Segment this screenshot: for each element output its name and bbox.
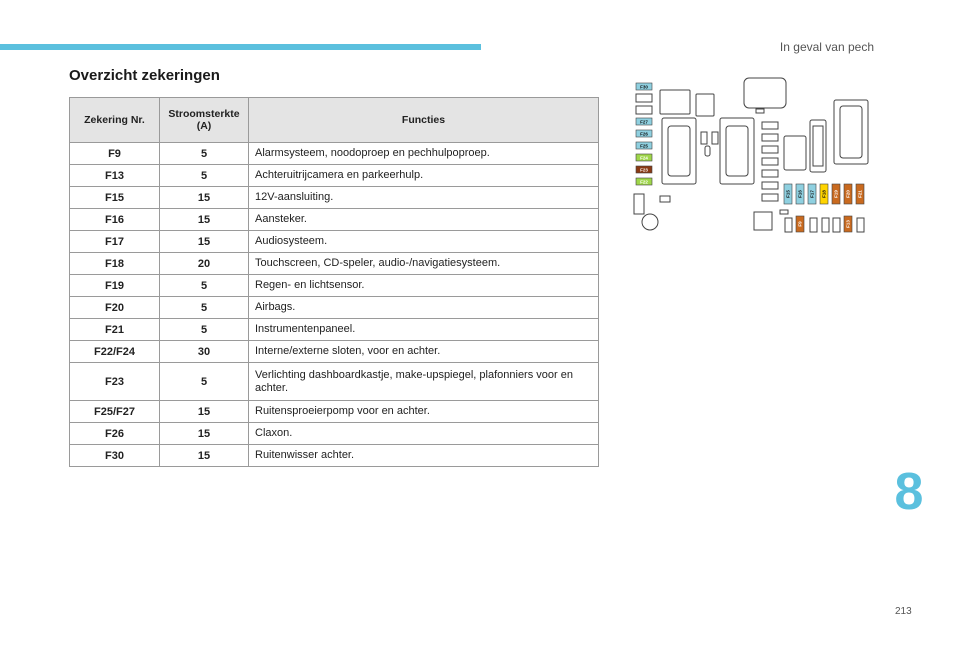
cell-amperage: 5 (160, 275, 249, 297)
fuse-slot (636, 94, 652, 102)
cell-amperage: 20 (160, 253, 249, 275)
fuse-small (701, 132, 707, 144)
fuse-slot (762, 194, 778, 201)
table-row (70, 423, 599, 445)
cell-function: Airbags. (249, 297, 599, 319)
cell-amperage: 5 (160, 363, 249, 401)
cell-amperage: 5 (160, 165, 249, 187)
cell-fuse: F23 (70, 363, 160, 401)
cell-fuse: F22/F24 (70, 341, 160, 363)
grommet (642, 214, 658, 230)
fuse-slot (762, 122, 778, 129)
table-row (70, 187, 599, 209)
chapter-number: 8 (894, 463, 924, 521)
header-accent-bar (0, 44, 481, 50)
fuse-label-F24 (636, 154, 652, 161)
relay-inner (813, 126, 823, 166)
cell-fuse: F25/F27 (70, 401, 160, 423)
cell-function: Touchscreen, CD-speler, audio-/navigatiesysteem. (249, 253, 599, 275)
table-row (70, 165, 599, 187)
relay-block (744, 78, 786, 108)
cell-fuse: F30 (70, 445, 160, 467)
cell-amperage: 5 (160, 319, 249, 341)
section-title: In geval van pech (779, 40, 874, 54)
table-row (70, 319, 599, 341)
svg-text:F16: F16 (797, 190, 803, 198)
svg-text:F17: F17 (809, 190, 815, 198)
svg-text:F15: F15 (785, 190, 791, 198)
cell-amperage: 15 (160, 423, 249, 445)
cell-function: Aansteker. (249, 209, 599, 231)
connector-block (634, 194, 644, 214)
fuse-label-F15 (784, 184, 792, 204)
svg-text:F21: F21 (857, 190, 863, 198)
relay-inner (668, 126, 690, 176)
fuse-slot (762, 158, 778, 165)
table-row (70, 401, 599, 423)
fuse-slot (762, 182, 778, 189)
cell-function: Ruitenwisser achter. (249, 445, 599, 467)
table-header-row (70, 98, 599, 143)
fuse-label-F25 (636, 142, 652, 149)
fuse-label-F13 (844, 216, 852, 232)
cell-fuse: F15 (70, 187, 160, 209)
cell-amperage: 30 (160, 341, 249, 363)
cell-amperage: 15 (160, 231, 249, 253)
cell-fuse: F20 (70, 297, 160, 319)
relay-block (784, 136, 806, 170)
fuse-slot (636, 106, 652, 114)
table-row (70, 363, 599, 401)
table-row (70, 209, 599, 231)
connector-slot (660, 196, 670, 202)
cell-fuse: F18 (70, 253, 160, 275)
fuse-label-F22 (636, 178, 652, 185)
svg-text:F26: F26 (640, 131, 648, 137)
fuse-label-F19 (832, 184, 840, 204)
fuse-label-F9 (796, 216, 804, 232)
cell-function: Interne/externe sloten, voor en achter. (249, 341, 599, 363)
svg-text:F20: F20 (845, 190, 851, 198)
svg-text:F23: F23 (640, 167, 648, 173)
cell-function: Regen- en lichtsensor. (249, 275, 599, 297)
fuse-slot (762, 170, 778, 177)
fuse-small (705, 146, 710, 156)
relay-block (754, 212, 772, 230)
cell-function: Ruitensproeierpomp voor en achter. (249, 401, 599, 423)
cell-amperage: 15 (160, 209, 249, 231)
fuse-box-diagram (628, 76, 874, 238)
page-title: Overzicht zekeringen (69, 67, 220, 84)
connector-slot (756, 109, 764, 113)
fuse-small (810, 218, 817, 232)
relay-block (696, 94, 714, 116)
cell-function: Audiosysteem. (249, 231, 599, 253)
relay-inner (840, 106, 862, 158)
fuse-label-F20 (844, 184, 852, 204)
svg-text:F25: F25 (640, 143, 648, 149)
fuse-label-F30 (636, 83, 652, 90)
svg-text:F19: F19 (833, 190, 839, 198)
header-amperage: Stroomsterkte (A) (160, 98, 249, 143)
fuse-slot (762, 146, 778, 153)
svg-text:F27: F27 (640, 119, 648, 125)
fuse-table (69, 97, 599, 467)
fuse-small (822, 218, 829, 232)
svg-text:F24: F24 (640, 155, 648, 161)
cell-amperage: 15 (160, 401, 249, 423)
table-row (70, 341, 599, 363)
fuse-slot (762, 134, 778, 141)
svg-text:F18: F18 (821, 190, 827, 198)
table-row (70, 445, 599, 467)
cell-fuse: F19 (70, 275, 160, 297)
cell-amperage: 5 (160, 297, 249, 319)
cell-amperage: 15 (160, 187, 249, 209)
cell-function: Achteruitrijcamera en parkeerhulp. (249, 165, 599, 187)
svg-text:F9: F9 (797, 221, 803, 227)
cell-function: Verlichting dashboardkastje, make-upspiegel, plafonniers voor en achter. (249, 363, 599, 401)
page-number: 213 (895, 606, 912, 617)
cell-fuse: F13 (70, 165, 160, 187)
table-row (70, 253, 599, 275)
cell-function: 12V-aansluiting. (249, 187, 599, 209)
header-functions: Functies (249, 98, 599, 143)
svg-text:F13: F13 (845, 220, 851, 228)
table-row (70, 143, 599, 165)
table-row (70, 297, 599, 319)
cell-fuse: F26 (70, 423, 160, 445)
fuse-small (712, 132, 718, 144)
fuse-small (785, 218, 792, 232)
cell-function: Alarmsysteem, noodoproep en pechhulpoproep. (249, 143, 599, 165)
cell-fuse: F16 (70, 209, 160, 231)
cell-function: Claxon. (249, 423, 599, 445)
connector-slot (780, 210, 788, 214)
fuse-label-F21 (856, 184, 864, 204)
relay-inner (726, 126, 748, 176)
cell-fuse: F9 (70, 143, 160, 165)
table-row (70, 231, 599, 253)
fuse-label-F16 (796, 184, 804, 204)
svg-text:F22: F22 (640, 179, 648, 185)
fuse-label-F23 (636, 166, 652, 173)
svg-text:F30: F30 (640, 84, 648, 90)
table-row (70, 275, 599, 297)
cell-fuse: F21 (70, 319, 160, 341)
header-fuse-number: Zekering Nr. (70, 98, 160, 143)
fuse-label-F27 (636, 118, 652, 125)
fuse-label-F17 (808, 184, 816, 204)
relay-block (660, 90, 690, 114)
fuse-small (833, 218, 840, 232)
cell-amperage: 5 (160, 143, 249, 165)
fuse-small (857, 218, 864, 232)
cell-function: Instrumentenpaneel. (249, 319, 599, 341)
fuse-label-F26 (636, 130, 652, 137)
cell-amperage: 15 (160, 445, 249, 467)
cell-fuse: F17 (70, 231, 160, 253)
fuse-label-F18 (820, 184, 828, 204)
